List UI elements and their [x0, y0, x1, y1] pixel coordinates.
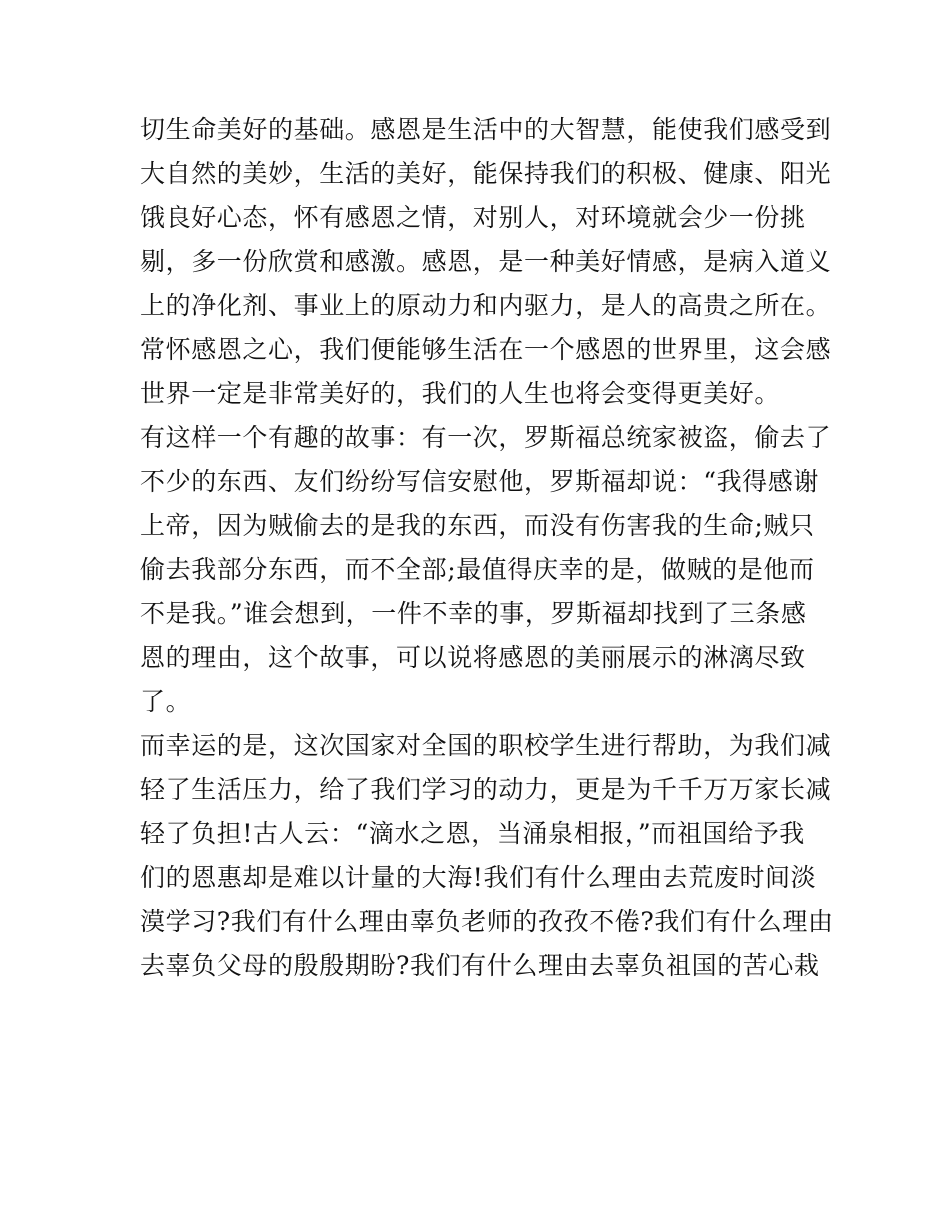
text-line: 轻了生活压力，给了我们学习的动力，更是为千千万万家长减 — [140, 775, 832, 804]
text-line: 有这样一个有趣的故事：有一次，罗斯福总统家被盗，偷去了 — [140, 423, 832, 452]
body-text — [140, 108, 834, 988]
text-line: 剔，多一份欣赏和感激。感恩，是一种美好情感，是病入道义 — [140, 247, 832, 276]
text-line: 切生命美好的基础。感恩是生活中的大智慧，能使我们感受到 — [140, 115, 832, 144]
text-line: 轻了负担!古人云：“滴水之恩，当涌泉相报，”而祖国给予我 — [140, 819, 805, 848]
text-line: 饿良好心态，怀有感恩之情，对别人，对环境就会少一份挑 — [140, 203, 806, 232]
text-line: 偷去我部分东西，而不全部;最值得庆幸的是，做贼的是他而 — [140, 555, 815, 584]
text-line: 大自然的美妙，生活的美好，能保持我们的积极、健康、阳光 — [140, 159, 832, 188]
text-line: 不少的东西、友们纷纷写信安慰他，罗斯福却说：“我得感谢 — [140, 467, 819, 496]
text-line: 而幸运的是，这次国家对全国的职校学生进行帮助，为我们减 — [140, 731, 832, 760]
text-line: 恩的理由，这个故事，可以说将感恩的美丽展示的淋漓尽致 — [140, 643, 806, 672]
text-line: 上的净化剂、事业上的原动力和内驱力，是人的高贵之所在。 — [140, 291, 832, 320]
text-line: 常怀感恩之心，我们便能够生活在一个感恩的世界里，这会感 — [140, 335, 832, 364]
text-line: 不是我。”谁会想到，一件不幸的事，罗斯福却找到了三条感 — [140, 599, 807, 628]
text-line: 漠学习?我们有什么理由辜负老师的孜孜不倦?我们有什么理由 — [140, 907, 834, 936]
text-line: 去辜负父母的殷殷期盼?我们有什么理由去辜负祖国的苦心栽 — [140, 951, 820, 980]
text-line: 了。 — [140, 687, 192, 716]
text-line: 上帝，因为贼偷去的是我的东西，而没有伤害我的生命;贼只 — [140, 511, 815, 540]
text-line: 们的恩惠却是难以计量的大海!我们有什么理由去荒废时间淡 — [140, 863, 817, 892]
text-line: 世界一定是非常美好的，我们的人生也将会变得更美好。 — [140, 379, 781, 408]
